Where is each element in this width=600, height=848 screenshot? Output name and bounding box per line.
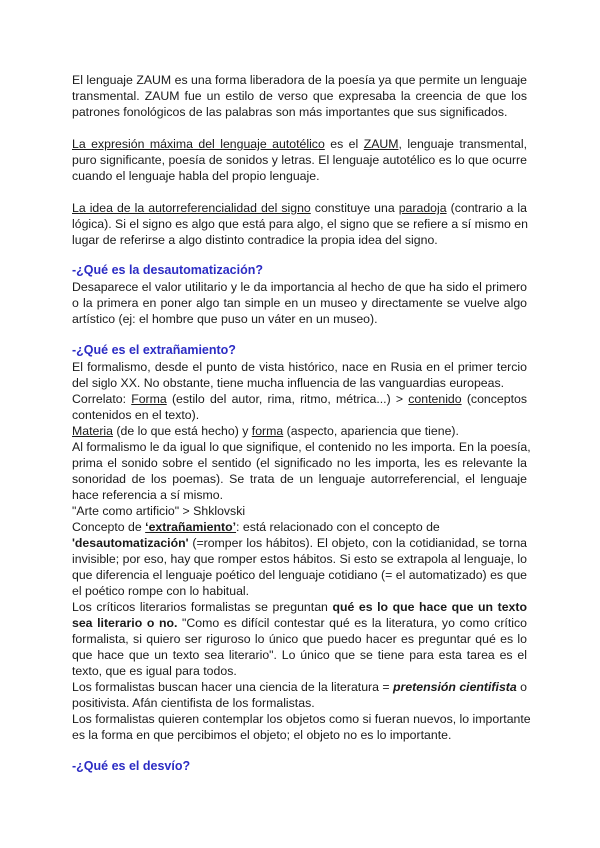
paragraph-line: Los formalistas quieren contemplar los objetos como si fueran nuevos, lo importante — [72, 712, 531, 726]
paragraph-line: puro significante, poesía de sonidos y letras. El lenguaje autotélico es lo que ocurre — [72, 153, 527, 167]
paragraph-line: formalista, si quiero ser riguroso lo único que puedo hacer es preguntar qué es lo — [72, 632, 527, 646]
paragraph-line: transmental. ZAUM fue un estilo de verso que expresaba la creencia de que los — [72, 89, 527, 103]
paragraph-line: Materia (de lo que está hecho) y forma (aspecto, apariencia que tiene). — [72, 424, 459, 438]
underlined-term: forma — [251, 424, 284, 438]
paragraph-line: artístico (ej: el hombre que puso un váter en un museo). — [72, 312, 378, 326]
paragraph-line: lógica). Si el signo es algo que está para algo, el signo que se refiere a sí mismo en — [72, 217, 528, 231]
paragraph-line: 'desautomatización' (=romper los hábitos). El objeto, con la cotidianidad, se torna — [72, 536, 527, 550]
paragraph-line: La expresión máxima del lenguaje autotélico es el ZAUM, lenguaje transmental, — [72, 137, 527, 151]
bold-term: qué es lo que hace que un texto — [332, 600, 527, 614]
paragraph-line: del siglo XX. No obstante, tiene mucha influencia de las vanguardias europeas. — [72, 376, 505, 390]
paragraph-line: patrones fonológicos de las palabras son más importantes que sus significados. — [72, 105, 508, 119]
paragraph-line: El formalismo, desde el punto de vista histórico, nace en Rusia en el primer tercio — [72, 360, 527, 374]
paragraph-line: texto, que es igual para todos. — [72, 664, 237, 678]
paragraph-line: El lenguaje ZAUM es una forma liberadora de la poesía ya que permite un lenguaje — [72, 73, 527, 87]
paragraph-line: lugar de referirse a algo distinto contradice la propia idea del signo. — [72, 233, 438, 247]
paragraph-line: que hace que un texto sea literario". Lo único que se tiene para esta tarea es el — [72, 648, 527, 662]
paragraph-line: invisible; por eso, hay que romper estos hábitos. Si esto se extrapola al lenguaje, lo — [72, 552, 527, 566]
bold-term: sea literario o no. — [72, 616, 178, 630]
underlined-term: La idea de la autorreferencialidad del signo — [72, 201, 311, 215]
paragraph-line: "Arte como artificio" > Shklovski — [72, 504, 246, 518]
paragraph-line: prima el sonido sobre el sentido (el significado no les importa, les es relevante la — [72, 456, 527, 470]
paragraph-line: cuando el lenguaje habla del propio lenguaje. — [72, 169, 320, 183]
paragraph-line: el poético rompe con lo habitual. — [72, 584, 250, 598]
underlined-term: Materia — [72, 424, 114, 438]
paragraph-line: o la primera en poner algo tan simple en un museo y directamente se vuelve algo — [72, 296, 527, 310]
bold-term: 'desautomatización' — [72, 536, 189, 550]
underlined-term: contenido — [408, 392, 462, 406]
paragraph-line: sea literario o no. "Como es difícil contestar qué es la literatura, yo como crítico — [72, 616, 527, 630]
paragraph-line: Concepto de ‘extrañamiento’: está relacionado con el concepto de — [72, 520, 440, 534]
underlined-term: Forma — [131, 392, 167, 406]
section-heading: -¿Qué es el extrañamiento? — [72, 343, 236, 357]
underlined-term: La expresión máxima del lenguaje autotélico — [72, 137, 325, 151]
bold-underlined-term: ‘extrañamiento’ — [145, 520, 237, 534]
section-heading: -¿Qué es la desautomatización? — [72, 263, 264, 277]
paragraph-line: sonoridad de los poemas). Se trata de un lenguaje autorreferencial, el lenguaje — [72, 472, 527, 486]
paragraph-line: Al formalismo le da igual lo que signifique, el contenido no les importa. En la poesía, — [72, 440, 531, 454]
underlined-term: ZAUM — [363, 137, 399, 151]
paragraph-line: hace referencia a sí mismo. — [72, 488, 224, 502]
paragraph-line: Desaparece el valor utilitario y le da importancia al hecho de que ha sido el primero — [72, 280, 527, 294]
paragraph-line: contenidos en el texto). — [72, 408, 200, 422]
paragraph-line: positivista. Afán cientifista de los formalistas. — [72, 696, 315, 710]
paragraph-line: es la forma en que percibimos el objeto; el objeto no es lo importante. — [72, 728, 452, 742]
bold-italic-term: pretensión cientifista — [393, 680, 517, 694]
section-heading: -¿Qué es el desvío? — [72, 759, 191, 773]
paragraph-line: Los críticos literarios formalistas se preguntan qué es lo que hace que un texto — [72, 600, 527, 614]
underlined-term: paradoja — [398, 201, 447, 215]
paragraph-line: que diferencia el lenguaje poético del lenguaje cotidiano (= el automatizado) es que — [72, 568, 527, 582]
paragraph-line: Correlato: Forma (estilo del autor, rima, ritmo, métrica...) > contenido (conceptos — [72, 392, 527, 406]
paragraph-line: Los formalistas buscan hacer una ciencia de la literatura = pretensión cientifista o — [72, 680, 528, 694]
paragraph-line: La idea de la autorreferencialidad del signo constituye una paradoja (contrario a la — [72, 201, 527, 215]
